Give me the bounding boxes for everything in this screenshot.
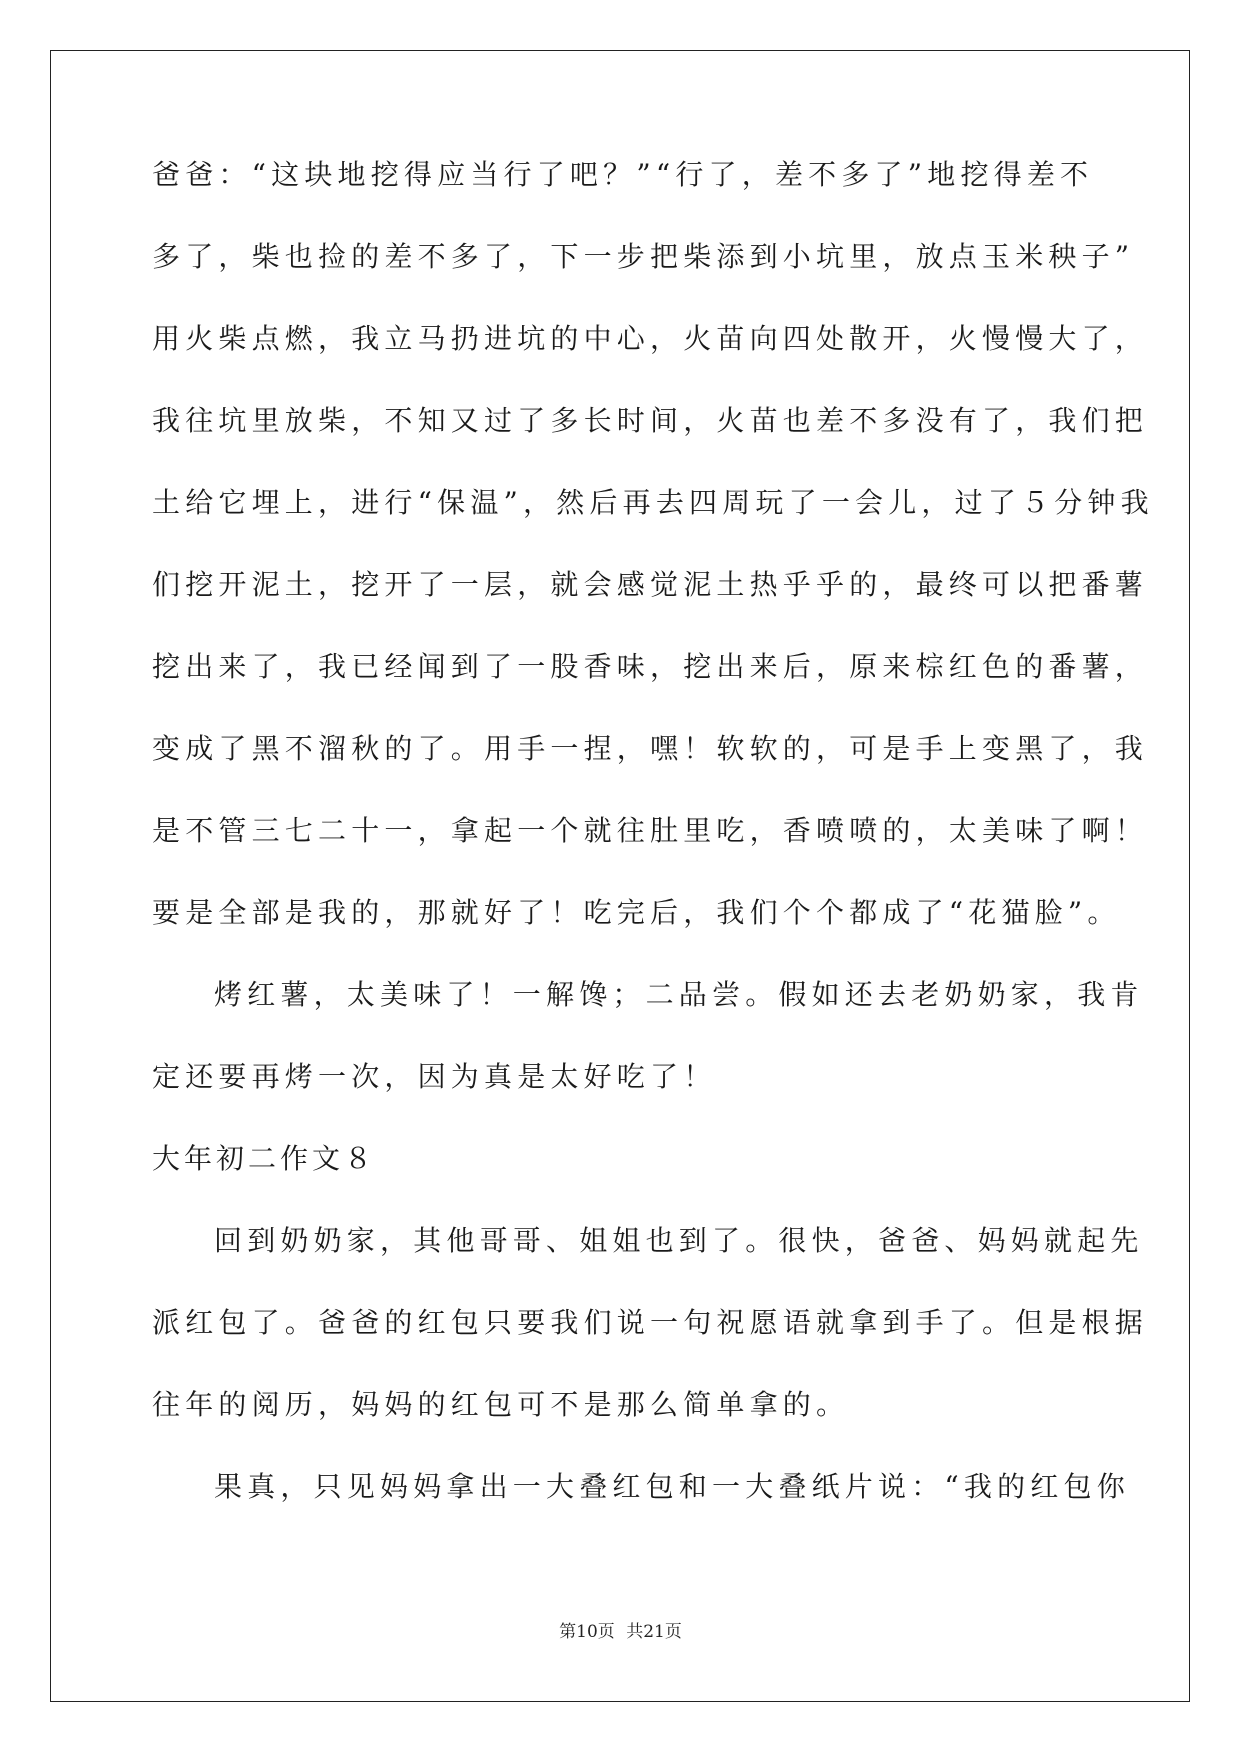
page-number: 第10页 (559, 1622, 615, 1642)
paragraph-line: 定还要再烤一次，因为真是太好吃了！ (152, 1060, 717, 1093)
paragraph-line: 我往坑里放柴，不知又过了多长时间，火苗也差不多没有了，我们把 (152, 404, 1149, 437)
paragraph-line: 们挖开泥土，挖开了一层，就会感觉泥土热乎乎的，最终可以把番薯 (152, 568, 1149, 601)
paragraph-line: 要是全部是我的，那就好了！吃完后，我们个个都成了“花猫脸”。 (152, 896, 1121, 929)
paragraph-line: 变成了黑不溜秋的了。用手一捏，嘿！软软的，可是手上变黑了，我 (152, 732, 1149, 765)
paragraph-line: 烤红薯，太美味了！一解馋；二品尝。假如还去老奶奶家，我肯 (214, 978, 1144, 1011)
paragraph-line: 挖出来了，我已经闻到了一股香味，挖出来后，原来棕红色的番薯， (152, 650, 1149, 683)
paragraph-line: 回到奶奶家，其他哥哥、姐姐也到了。很快，爸爸、妈妈就起先 (214, 1224, 1144, 1257)
paragraph-line: 用火柴点燃，我立马扔进坑的中心，火苗向四处散开，火慢慢大了， (152, 322, 1149, 355)
document-body (152, 155, 1154, 1549)
paragraph-line: 是不管三七二十一，拿起一个就往肚里吃，香喷喷的，太美味了啊！ (152, 814, 1149, 847)
paragraph-line: 爸爸：“这块地挖得应当行了吧？”“行了，差不多了”地挖得差不 (152, 158, 1094, 191)
paragraph-line: 往年的阅历，妈妈的红包可不是那么简单拿的。 (152, 1388, 850, 1421)
paragraph-line: 果真，只见妈妈拿出一大叠红包和一大叠纸片说：“我的红包你 (214, 1470, 1130, 1503)
section-heading: 大年初二作文８ (152, 1142, 377, 1175)
page-total: 共21页 (626, 1622, 682, 1642)
paragraph-line: 土给它埋上，进行“保温”，然后再去四周玩了一会儿，过了５分钟我 (152, 486, 1154, 519)
paragraph-line: 派红包了。爸爸的红包只要我们说一句祝愿语就拿到手了。但是根据 (152, 1306, 1149, 1339)
paragraph-line: 多了，柴也捡的差不多了，下一步把柴添到小坑里，放点玉米秧子” (152, 240, 1135, 273)
page-footer (0, 1617, 1241, 1642)
